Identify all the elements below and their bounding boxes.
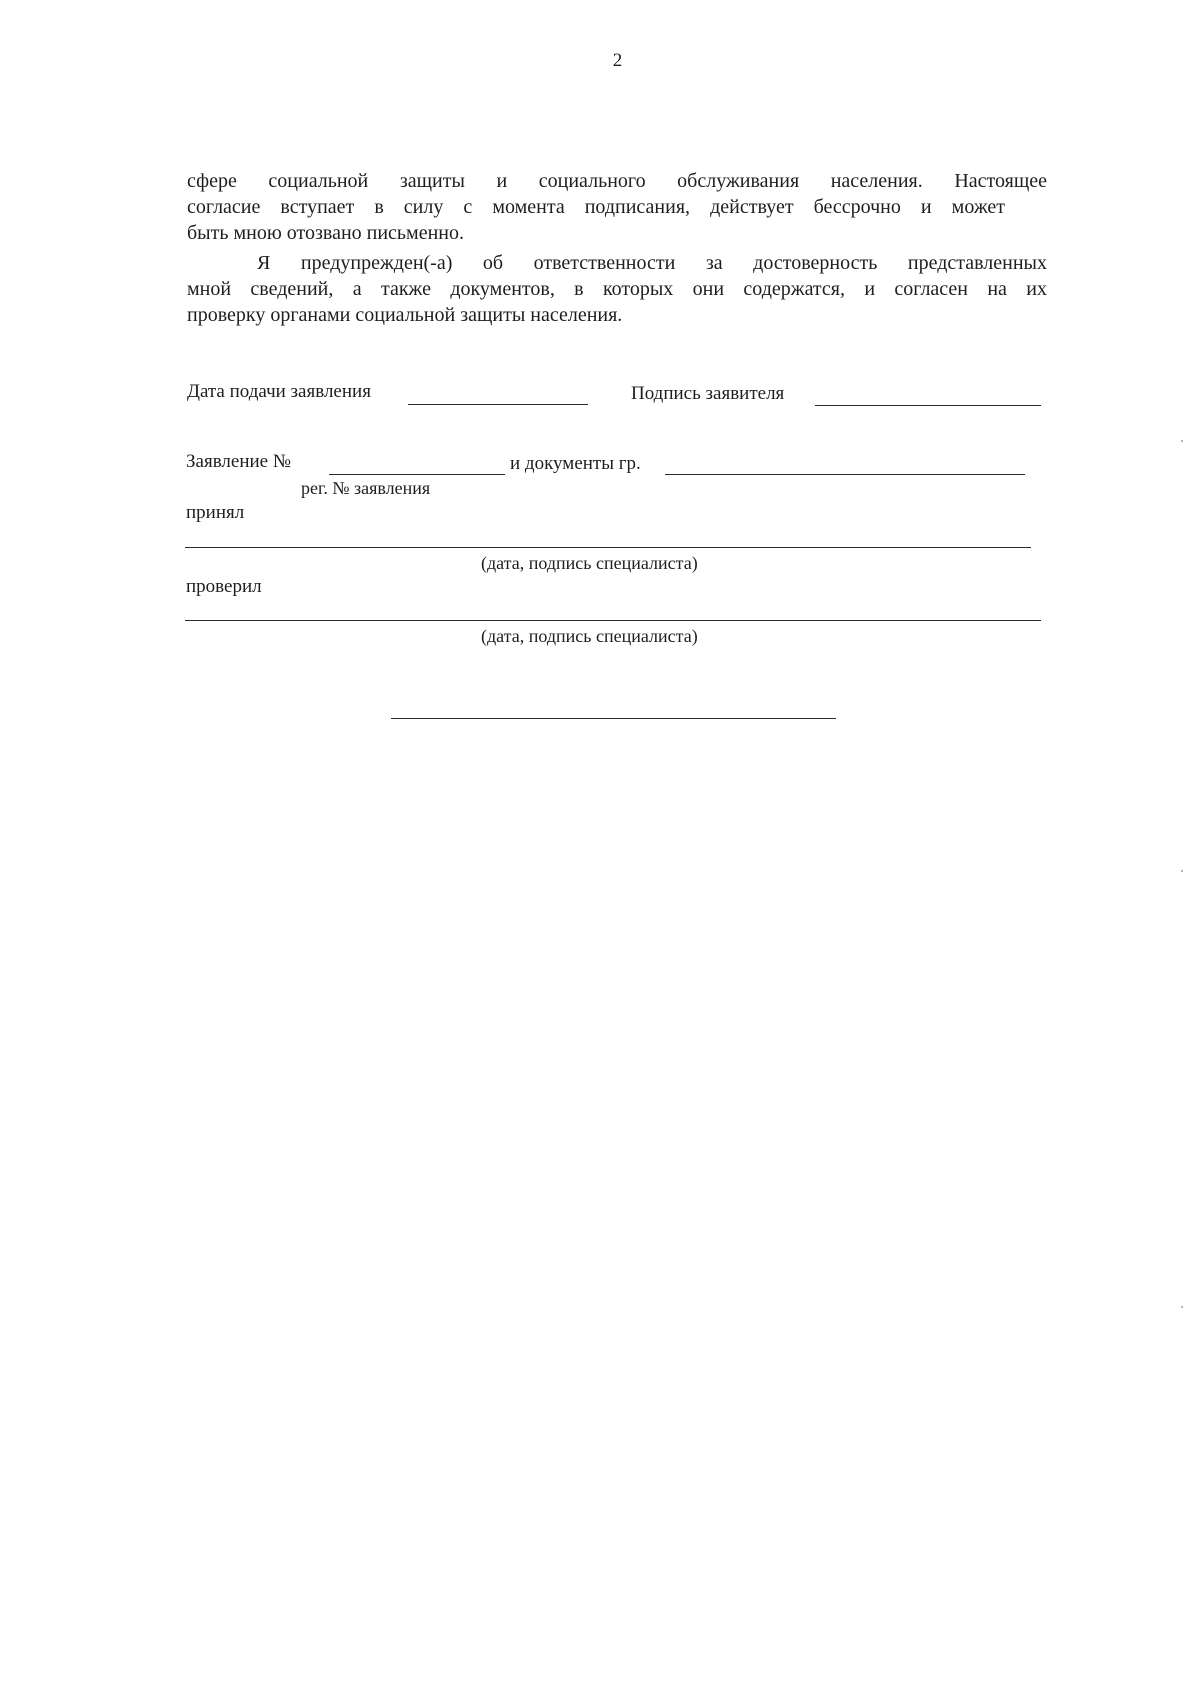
documents-name-line[interactable] <box>665 474 1025 475</box>
scan-speck <box>1181 1306 1183 1308</box>
accepted-signature-line[interactable] <box>185 547 1031 548</box>
submission-date-label: Дата подачи заявления <box>187 381 371 402</box>
applicant-signature-label: Подпись заявителя <box>631 383 785 404</box>
accepted-label: принял <box>186 502 245 523</box>
warning-line: мной сведений, а также документов, в которых они содержатся, и согласен на их <box>187 278 1047 300</box>
application-number-line[interactable] <box>329 474 505 475</box>
consent-line: согласие вступает в силу с момента подписания, действует бессрочно и может <box>187 196 1005 218</box>
page-number: 2 <box>612 50 623 71</box>
consent-paragraph <box>187 168 1047 246</box>
checked-label: проверил <box>186 576 262 597</box>
documents-label: и документы гр. <box>510 453 641 474</box>
application-number-label: Заявление № <box>186 451 291 472</box>
warning-line: проверку органами социальной защиты населения. <box>187 304 623 326</box>
closing-rule <box>391 718 836 719</box>
scan-speck <box>1181 870 1183 872</box>
consent-line: сфере социальной защиты и социального обслуживания населения. Настоящее <box>187 170 1047 192</box>
reg-number-caption: рег. № заявления <box>301 478 431 498</box>
warning-paragraph <box>187 250 1047 328</box>
consent-line: быть мною отозвано письменно. <box>187 222 464 244</box>
accepted-caption: (дата, подпись специалиста) <box>481 553 698 573</box>
applicant-signature-line[interactable] <box>815 405 1041 406</box>
checked-caption: (дата, подпись специалиста) <box>481 626 698 646</box>
warning-line: Я предупрежден(-а) об ответственности за достоверность представленных <box>257 252 1047 274</box>
scan-speck <box>1181 440 1183 442</box>
checked-signature-line[interactable] <box>185 620 1041 621</box>
submission-date-line[interactable] <box>408 404 588 405</box>
